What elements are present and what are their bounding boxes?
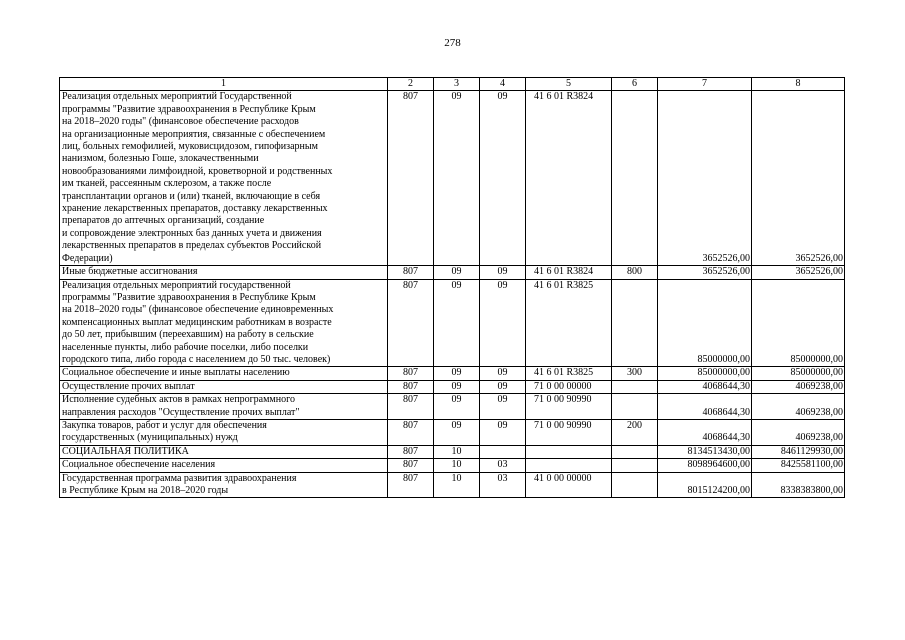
row-description — [60, 472, 388, 498]
amount-col8-cell: 85000000,00 — [752, 279, 845, 367]
amount-col7-cell: 3652526,00 — [658, 91, 752, 266]
description-line: направления расходов "Осуществление прочих выплат" — [62, 406, 300, 418]
admin-code-cell: 807 — [388, 459, 434, 472]
description-line: государственных (муниципальных) нужд — [62, 432, 238, 444]
target-article-cell: 41 6 01 R3825 — [526, 279, 612, 367]
amount-col8-cell: 8425581100,00 — [752, 459, 845, 472]
section-code-cell: 09 — [434, 380, 480, 393]
expense-type-cell — [612, 472, 658, 498]
column-header-6: 6 — [612, 78, 658, 91]
amount-col7-cell: 8098964600,00 — [658, 459, 752, 472]
target-article-cell — [526, 459, 612, 472]
amount-col8-cell: 8338383800,00 — [752, 472, 845, 498]
row-description — [60, 394, 388, 420]
column-header-3: 3 — [434, 78, 480, 91]
expense-type-cell — [612, 445, 658, 458]
description-line: и сопровождение электронных баз данных учета и движения — [62, 227, 322, 239]
description-line: трансплантации органов и (или) тканей, включающие в себя — [62, 190, 321, 202]
description-line: Федерации) — [62, 252, 113, 264]
target-article-cell: 41 6 01 R3825 — [526, 367, 612, 380]
description-line: новообразованиями лимфоидной, кроветворной и родственных — [62, 165, 333, 177]
amount-col7-cell: 8134513430,00 — [658, 445, 752, 458]
row-description — [60, 445, 388, 458]
target-article-cell: 71 0 00 90990 — [526, 419, 612, 445]
description-line: Социальное обеспечение населения — [62, 459, 216, 471]
description-line: Социальное обеспечение и иные выплаты населению — [62, 367, 290, 379]
amount-col8-cell: 3652526,00 — [752, 91, 845, 266]
amount-col8-cell: 4069238,00 — [752, 380, 845, 393]
description-line: нанизмом, болезнью Гоше, злокачественными — [62, 153, 259, 165]
budget-table — [59, 77, 845, 498]
target-article-cell — [526, 445, 612, 458]
table-row — [60, 367, 845, 380]
admin-code-cell: 807 — [388, 445, 434, 458]
amount-col8-cell: 3652526,00 — [752, 266, 845, 279]
expense-type-cell — [612, 459, 658, 472]
row-description — [60, 380, 388, 393]
admin-code-cell: 807 — [388, 279, 434, 367]
description-line: Реализация отдельных мероприятий государственной — [62, 279, 291, 291]
table-row — [60, 394, 845, 420]
description-line: им тканей, рассеянным склерозом, а также после — [62, 178, 272, 190]
description-line: Осуществление прочих выплат — [62, 380, 195, 392]
expense-type-cell: 200 — [612, 419, 658, 445]
target-article-cell: 71 0 00 90990 — [526, 394, 612, 420]
description-line: хранение лекарственных препаратов, доставку лекарственных — [62, 203, 328, 215]
subsection-code-cell — [480, 445, 526, 458]
section-code-cell: 10 — [434, 445, 480, 458]
description-line: Исполнение судебных актов в рамках непрограммного — [62, 394, 295, 406]
amount-col8-cell: 85000000,00 — [752, 367, 845, 380]
section-code-cell: 09 — [434, 91, 480, 266]
description-line: Реализация отдельных мероприятий Государственной — [62, 91, 292, 103]
amount-col7-cell: 8015124200,00 — [658, 472, 752, 498]
expense-type-cell — [612, 380, 658, 393]
description-line: на организационные мероприятия, связанные с обеспечением — [62, 128, 326, 140]
column-header-2: 2 — [388, 78, 434, 91]
admin-code-cell: 807 — [388, 419, 434, 445]
amount-col7-cell: 4068644,30 — [658, 394, 752, 420]
section-code-cell: 09 — [434, 266, 480, 279]
admin-code-cell: 807 — [388, 380, 434, 393]
amount-col8-cell: 8461129930,00 — [752, 445, 845, 458]
description-line: Закупка товаров, работ и услуг для обеспечения — [62, 419, 267, 431]
column-header-7: 7 — [658, 78, 752, 91]
section-code-cell: 09 — [434, 367, 480, 380]
section-code-cell: 10 — [434, 472, 480, 498]
description-line: СОЦИАЛЬНАЯ ПОЛИТИКА — [62, 445, 189, 457]
description-line: до 50 лет, прибывшим (переехавшим) на работу в сельские — [62, 329, 314, 341]
admin-code-cell: 807 — [388, 266, 434, 279]
subsection-code-cell: 03 — [480, 459, 526, 472]
row-description — [60, 279, 388, 367]
expense-type-cell: 300 — [612, 367, 658, 380]
subsection-code-cell: 09 — [480, 91, 526, 266]
target-article-cell: 41 6 01 R3824 — [526, 91, 612, 266]
amount-col7-cell: 3652526,00 — [658, 266, 752, 279]
target-article-cell: 71 0 00 00000 — [526, 380, 612, 393]
amount-col8-cell: 4069238,00 — [752, 394, 845, 420]
subsection-code-cell: 09 — [480, 380, 526, 393]
subsection-code-cell: 09 — [480, 367, 526, 380]
table-row — [60, 472, 845, 498]
page-number: 278 — [444, 37, 461, 49]
description-line: компенсационных выплат медицинским работникам в возрасте — [62, 316, 332, 328]
description-line: на 2018–2020 годы" (финансовое обеспечение единовременных — [62, 304, 334, 316]
amount-col7-cell: 4068644,30 — [658, 419, 752, 445]
section-code-cell: 09 — [434, 279, 480, 367]
row-description — [60, 459, 388, 472]
subsection-code-cell: 09 — [480, 279, 526, 367]
subsection-code-cell: 09 — [480, 419, 526, 445]
target-article-cell: 41 0 00 00000 — [526, 472, 612, 498]
row-description — [60, 419, 388, 445]
row-description — [60, 367, 388, 380]
table-row — [60, 459, 845, 472]
section-code-cell: 10 — [434, 459, 480, 472]
description-line: лиц, больных гемофилией, муковисцидозом, гипофизарным — [62, 141, 318, 153]
row-description — [60, 91, 388, 266]
description-line: на 2018–2020 годы" (финансовое обеспечение расходов — [62, 116, 299, 128]
admin-code-cell: 807 — [388, 472, 434, 498]
table-row — [60, 445, 845, 458]
admin-code-cell: 807 — [388, 394, 434, 420]
amount-col8-cell: 4069238,00 — [752, 419, 845, 445]
expense-type-cell — [612, 394, 658, 420]
description-line: лекарственных препаратов в пределах субъектов Российской — [62, 240, 322, 252]
subsection-code-cell: 09 — [480, 266, 526, 279]
amount-col7-cell: 85000000,00 — [658, 279, 752, 367]
table-row — [60, 91, 845, 266]
expense-type-cell — [612, 279, 658, 367]
column-header-8: 8 — [752, 78, 845, 91]
amount-col7-cell: 85000000,00 — [658, 367, 752, 380]
expense-type-cell — [612, 91, 658, 266]
row-description — [60, 266, 388, 279]
subsection-code-cell: 09 — [480, 394, 526, 420]
column-header-5: 5 — [526, 78, 612, 91]
description-line: программы "Развитие здравоохранения в Республике Крым — [62, 291, 316, 303]
description-line: в Республике Крым на 2018–2020 годы — [62, 485, 229, 496]
table-header-row — [60, 78, 845, 91]
description-line: Иные бюджетные ассигнования — [62, 266, 198, 278]
amount-col7-cell: 4068644,30 — [658, 380, 752, 393]
expense-type-cell: 800 — [612, 266, 658, 279]
section-code-cell: 09 — [434, 394, 480, 420]
admin-code-cell: 807 — [388, 367, 434, 380]
table-row — [60, 279, 845, 367]
subsection-code-cell: 03 — [480, 472, 526, 498]
table-row — [60, 419, 845, 445]
description-line: городского типа, либо города с населением до 50 тыс. человек) — [62, 353, 331, 365]
column-header-1: 1 — [60, 78, 388, 91]
target-article-cell: 41 6 01 R3824 — [526, 266, 612, 279]
table-row — [60, 380, 845, 393]
section-code-cell: 09 — [434, 419, 480, 445]
admin-code-cell: 807 — [388, 91, 434, 266]
column-header-4: 4 — [480, 78, 526, 91]
description-line: программы "Развитие здравоохранения в Республике Крым — [62, 103, 316, 115]
description-line: Государственная программа развития здравоохранения — [62, 472, 297, 484]
table-row — [60, 266, 845, 279]
description-line: населенные пункты, либо рабочие поселки, либо поселки — [62, 341, 309, 353]
description-line: препаратов до аптечных организаций, создание — [62, 215, 265, 227]
